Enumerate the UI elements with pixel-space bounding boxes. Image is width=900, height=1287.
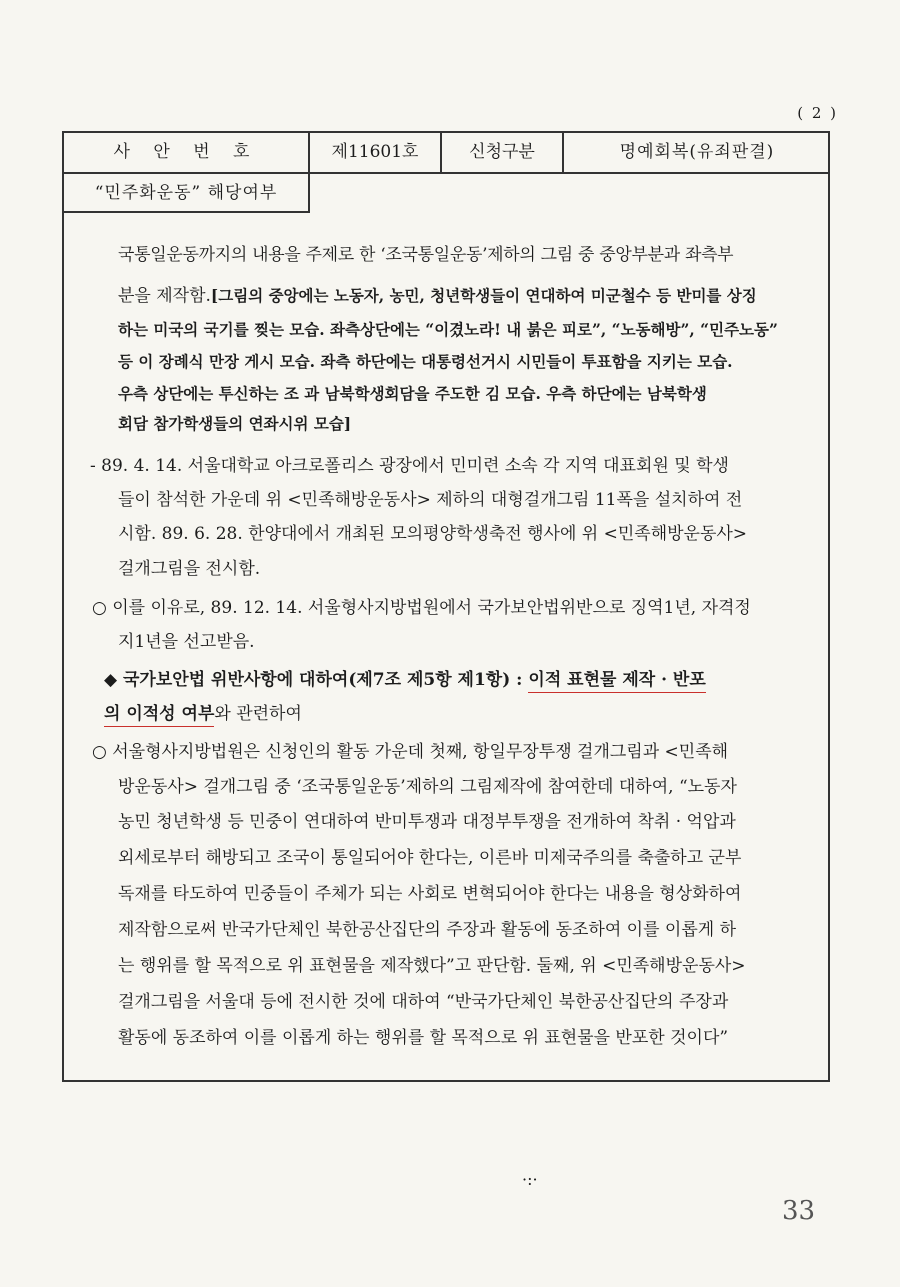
section-line: 제작함으로써 반국가단체인 북한공산집단의 주장과 활동에 동조하여 이를 이롭게 하 (118, 920, 736, 940)
body-line: - 89. 4. 14. 서울대학교 아크로폴리스 광장에서 민미련 소속 각 지역 대표회원 및 학생 (90, 456, 729, 476)
section-line: 농민 청년학생 등 민중이 연대하여 반미투쟁과 대정부투쟁을 전개하여 착취 · 억압과 (118, 812, 736, 832)
section-line: 걸개그림을 서울대 등에 전시한 것에 대하여 “반국가단체인 북한공산집단의 주장과 (118, 992, 729, 1012)
header-row (64, 133, 828, 174)
case-number-value: 제11601호 (310, 133, 442, 172)
case-number-label: 사 안 번 호 (64, 133, 310, 172)
body-line (118, 284, 757, 308)
body-line: 회담 참가학생들의 연좌시위 모습] (118, 414, 352, 433)
bottom-mark: ·:· (522, 1170, 538, 1189)
body-line: 지1년을 선고받음. (118, 632, 255, 652)
application-type-value: 명예회복(유죄판결) (619, 142, 775, 162)
application-type-label: 신청구분 (442, 133, 564, 172)
body-line: 등 이 장례식 만장 게시 모습. 좌측 하단에는 대통령선거시 시민들이 투표함을 지키는 모습. (118, 352, 733, 371)
section-title-suffix: 와 관련하여 (214, 704, 302, 724)
section-line: 방운동사> 걸개그림 중 ‘조국통일운동’제하의 그림제작에 참여한데 대하여, “노동자 (118, 777, 737, 797)
section-title-underlined: 이적 표현물 제작 · 반포 (528, 670, 705, 693)
section-line: 활동에 동조하여 이를 이롭게 하는 행위를 할 목적으로 위 표현물을 반포한 것이다” (118, 1028, 729, 1048)
diamond-bullet-icon: ◆ (104, 670, 118, 690)
page-number-bottom: 33 (782, 1196, 816, 1226)
section-line: 외세로부터 해방되고 조국이 통일되어야 한다는, 이른바 미제국주의를 축출하고 군부 (118, 848, 742, 868)
body-line: ○ 이를 이유로, 89. 12. 14. 서울형사지방법원에서 국가보안법위반으로 징역1년, 자격정 (92, 598, 751, 618)
section-heading-cont (104, 702, 302, 726)
democratization-movement-label: “민주화운동” 해당여부 (64, 174, 310, 213)
section-title-prefix: 국가보안법 위반사항에 대하여(제7조 제5항 제1항) : (123, 670, 529, 690)
section-heading (104, 668, 706, 692)
section-line: 독재를 타도하여 민중들이 주체가 되는 사회로 변혁되어야 한다는 내용을 형상화하여 (118, 884, 742, 904)
body-line: 들이 참석한 가운데 위 <민족해방운동사> 제하의 대형걸개그림 11폭을 설치하여 전 (118, 490, 743, 510)
section-title-underlined: 의 이적성 여부 (104, 704, 214, 727)
body-line: 하는 미국의 국기를 찢는 모습. 좌측상단에는 “이겼노라! 내 붉은 피로”, “노동해방”, “민주노동” (118, 320, 778, 339)
section-line: ○ 서울형사지방법원은 신청인의 활동 가운데 첫째, 항일무장투쟁 걸개그림과 <민족해 (92, 742, 729, 762)
body-line-text: 분을 제작함. (118, 286, 211, 306)
body-line: 국통일운동까지의 내용을 주제로 한 ‘조국통일운동’제하의 그림 중 중앙부분과 좌측부 (118, 245, 734, 265)
body-line: 시함. 89. 6. 28. 한양대에서 개최된 모의평양학생축전 행사에 위 <민족해방운동사> (118, 524, 748, 544)
body-line: 걸개그림을 전시함. (118, 559, 261, 579)
section-line: 는 행위를 할 목적으로 위 표현물을 제작했다”고 판단함. 둘째, 위 <민족해방운동사> (118, 956, 746, 976)
page-number-top: ( 2 ) (797, 104, 838, 122)
body-line-bold: [그림의 중앙에는 노동자, 농민, 청년학생들이 연대하여 미군철수 등 반미를 상징 (210, 286, 757, 305)
body-line: 우측 상단에는 투신하는 조 과 남북학생회담을 주도한 김 모습. 우측 하단에는 남북학생 (118, 384, 707, 403)
